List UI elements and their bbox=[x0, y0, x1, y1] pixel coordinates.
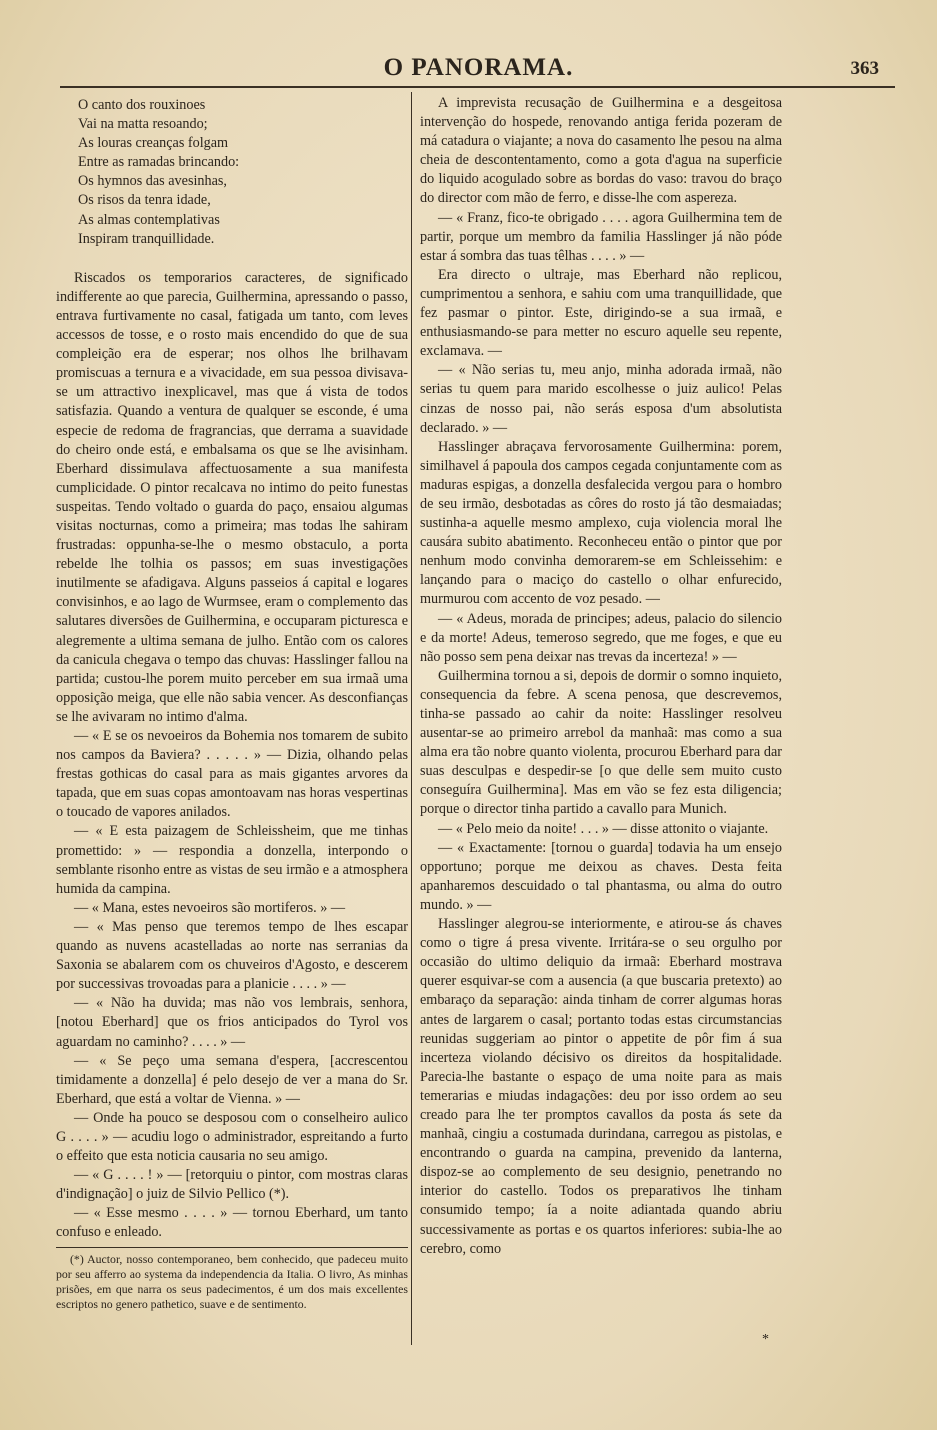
column-divider bbox=[411, 92, 412, 1345]
page-header bbox=[60, 48, 897, 84]
paragraph: Riscados os temporarios caracteres, de significado indifferente ao que parecia, Guilhermina, apressando o passo, entrava furtivamente no casal, fatigada um tanto, com leves accessos de tosse, e o rosto mais encendido do que de sua compleição era de esperar; nos olhos lhe brilhavam promiscuas a ternura e a vivacidade, em sua pessoa divisava-se um attractivo inexplicavel, mas que á vista de todos satisfazia. Quando a ventura de qualquer se esconde, é uma especie de redoma de fragrancias, que derrama a suavidade do cheiro onde está, e embalsama os que se lhe avisinham. Eberhard dissimulava affectuosamente a sua manifesta cumplicidade. O pintor recalcava no intimo do peito funestas suspeitas. Tendo voltado o guarda do paço, ensaiou algumas visitas nocturnas, como a primeira; mas todas lhe sahiram frustradas: oppunha-se-lhe o mesmo obstaculo, a porta rebelde lhe tolhia os passos; em suas investigações inutilmente se afadigava. Alguns passeios á capital e logares convisinhos, e ao lago de Wurmsee, eram o complemento das salutares diversões de Guilhermina, e occuparam picturesca e alegremente a ultima semana de julho. Então com os calores da canicula chegava o tempo das chuvas: Hasslinger fallou na partida; custou-lhe porem muito perceber em sua irmaã uma opposição meiga, que elle não sabia vencer. As desconfianças se lhe avivaram no intimo d'alma. bbox=[56, 269, 408, 725]
poem-line: Inspiram tranquillidade. bbox=[78, 230, 215, 247]
paragraph: — « Adeus, morada de principes; adeus, palacio do silencio e da morte! Adeus, temeroso segredo, que me foges, e que eu não posso sem pena deixar nas trevas da incerteza! » — bbox=[420, 610, 782, 665]
paragraph: Hasslinger abraçava fervorosamente Guilhermina: porem, similhavel á papoula dos campos cegada conjuntamente com as maduras espigas, a donzella desfalecida vergou para o hombro de seu irmão, desbotadas as côres do rosto já tão desmaiadas; sustinha-a aquelle mesmo amplexo, cuja violencia moral lhe causára subito abatimento. Reconheceu então o pintor que por nenhum modo convinha demorarem-se em Schleissehim: e lançando para o maciço do castello o olhar enfurecido, murmurou com accento de voz pesado. — bbox=[420, 438, 782, 608]
journal-title: O PANORAMA. bbox=[383, 54, 574, 81]
poem-line: Os hymnos das avesinhas, bbox=[78, 173, 227, 190]
poem-line: As louras creanças folgam bbox=[78, 135, 229, 152]
poem-line: Vai na matta resoando; bbox=[78, 116, 208, 133]
paragraph: — « Exactamente: [tornou o guarda] todavia ha um ensejo opportuno; porque me deixou as chaves. Desta feita apanharemos descuidado o tal phantasma, ou alma do outro mundo. » — bbox=[420, 839, 782, 913]
left-column bbox=[56, 94, 408, 1312]
footnote bbox=[56, 1252, 408, 1312]
poem-line: O canto dos rouxinoes bbox=[78, 97, 206, 113]
paragraph: — « G . . . . ! » — [retorquiu o pintor, com mostras claras d'indignação] o juiz de Silvio Pellico (*). bbox=[56, 1167, 408, 1203]
paragraph: — « Não ha duvida; mas não vos lembrais, senhora, [notou Eberhard] que os frios anticipados do Tyrol vos aguardam no caminho? . . . . » — bbox=[56, 995, 408, 1050]
footnote-rule bbox=[56, 1247, 408, 1248]
page-number: 363 bbox=[850, 58, 879, 79]
poem-line: As almas contemplativas bbox=[78, 211, 220, 228]
footnote-text: (*) Auctor, nosso contemporaneo, bem conhecido, que padeceu muito por seu afferro ao systema da independencia da Italia. O livro, As minhas prisões, em que narra os seus padecimentos, é um dos mais excellentes escriptos no genero pathetico, suave e de sentimento. bbox=[56, 1251, 408, 1311]
paragraph: — « Se peço uma semana d'espera, [accrescentou timidamente a donzella] é pelo desejo de ver a mana do Sr. Eberhard, que está a voltar de Vienna. » — bbox=[56, 1052, 408, 1107]
poem-line: Os risos da tenra idade, bbox=[78, 192, 211, 209]
header-rule bbox=[60, 86, 895, 88]
poem-line: Entre as ramadas brincando: bbox=[78, 154, 240, 171]
paragraph: — Onde ha pouco se desposou com o conselheiro aulico G . . . . » — acudiu logo o administrador, espreitando a furto o effeito que esta noticia causaria no seu amigo. bbox=[56, 1109, 408, 1165]
paragraph: — « E esta paizagem de Schleissheim, que me tinhas promettido: » — respondia a donzella, interpondo o semblante risonho entre as vistas de seu irmão e a atmosphera humida da campina. bbox=[56, 823, 408, 897]
paragraph: Hasslinger alegrou-se interiormente, e atirou-se ás chaves como o tigre á presa vivente. Irritára-se o seu orgulho por occasião do ultimo deliquio da irmaã: Eberhard mostrava querer esquivar-se com a ausencia (a que buscaria pretexto) ao embaraço da separação: ainda tinham de correr algumas horas antes de largarem o casal; portanto todas estas circumstancias reunidas suggeriam ao pintor o appetite de pôr fim á sua incerteza violando décisivo os direitos da hospitalidade. Parecia-lhe bastante o espaço de uma noite para as mais temerarias e miudas indagações: deu por isso ordem ao seu creado para lhe ter promptos cavallos da posta ás sete da manhaã, cingiu a costumada durindana, carregou as pistolas, e encontrando o guarda na campina, prevenido da lanterna, dispoz-se ao complemento de seu designio, penetrando no interior do castello. Todos os preparativos lhe tinham consumido tempo; ía a noite adiantada quando abriu successivamente as portas e os quartos inferiores: subia-lhe ao cerebro, como bbox=[420, 916, 782, 1257]
paragraph: — « Mas penso que teremos tempo de lhes escapar quando as nuvens acastelladas ao norte nas serranias da Saxonia se abalarem com os chuveiros d'Agosto, e descerem por successivas trovoadas para a planicie . . . . » — bbox=[56, 918, 408, 993]
poem bbox=[78, 96, 408, 249]
paragraph: — « Não serias tu, meu anjo, minha adorada irmaã, não serias tu quem para marido escolhesse o juiz aulico! Pelas cinzas de nosso pai, não serás esposa d'um absolutista declarado. » — bbox=[420, 362, 782, 436]
paragraph: — « Mana, estes nevoeiros são mortiferos. » — bbox=[74, 899, 346, 916]
paragraph: — « Pelo meio da noite! . . . » — disse attonito o viajante. bbox=[438, 820, 769, 837]
paragraph: — « Franz, fico-te obrigado . . . . agora Guilhermina tem de partir, porque um membro da familia Hasslinger já não póde estar á sombra das tuas têlhas . . . . » — bbox=[420, 209, 782, 264]
paragraph: — « Esse mesmo . . . . » — tornou Eberhard, um tanto confuso e enleado. bbox=[56, 1205, 408, 1241]
signature-mark: * bbox=[762, 1332, 769, 1347]
paragraph: A imprevista recusação de Guilhermina e a desgeitosa intervenção do hospede, renovando antiga ferida pozeram de má catadura o viajante; a nova do casamento lhe pesou na alma cheia de descontentamento, como a gota d'agua na superficie do liquido acogulado sobre as bordas do vaso: travou do braço do director com mão de ferro, e disse-lhe com aspereza. bbox=[420, 95, 782, 207]
paragraph: — « E se os nevoeiros da Bohemia nos tomarem de subito nos campos da Baviera? . . . . . » — Dizia, olhando pelas frestas gothicas do casal para as mais gigantes arvores da tapada, que em suas copas amontoavam nas horas vespertinas o toucado de vapores anilados. bbox=[56, 728, 408, 821]
paragraph: Era directo o ultraje, mas Eberhard não replicou, cumprimentou a senhora, e sahiu com uma tranquillidade, que fez pasmar o pintor. Este, dirigindo-se a sua irmaã, e enthusiasmando-se para metter no escuro aquelle seu repente, exclamava. — bbox=[420, 266, 782, 360]
paragraph: Guilhermina tornou a si, depois de dormir o somno inquieto, consequencia da febre. A scena penosa, que descrevemos, tinha-se passado ao cahir da noite: Hasslinger resolveu ausentar-se ao primeiro arrebol da manhaã: mas como a sua alma era tão nobre quanto violenta, procurou Eberhard para dar suas desculpas e despedir-se [o que delle sem muito custo conseguíra Guilhermina]. Mas em vão se fez esta diligencia; porque o director tinha partido a cavallo para Munich. bbox=[420, 667, 782, 818]
right-column bbox=[420, 94, 782, 1259]
